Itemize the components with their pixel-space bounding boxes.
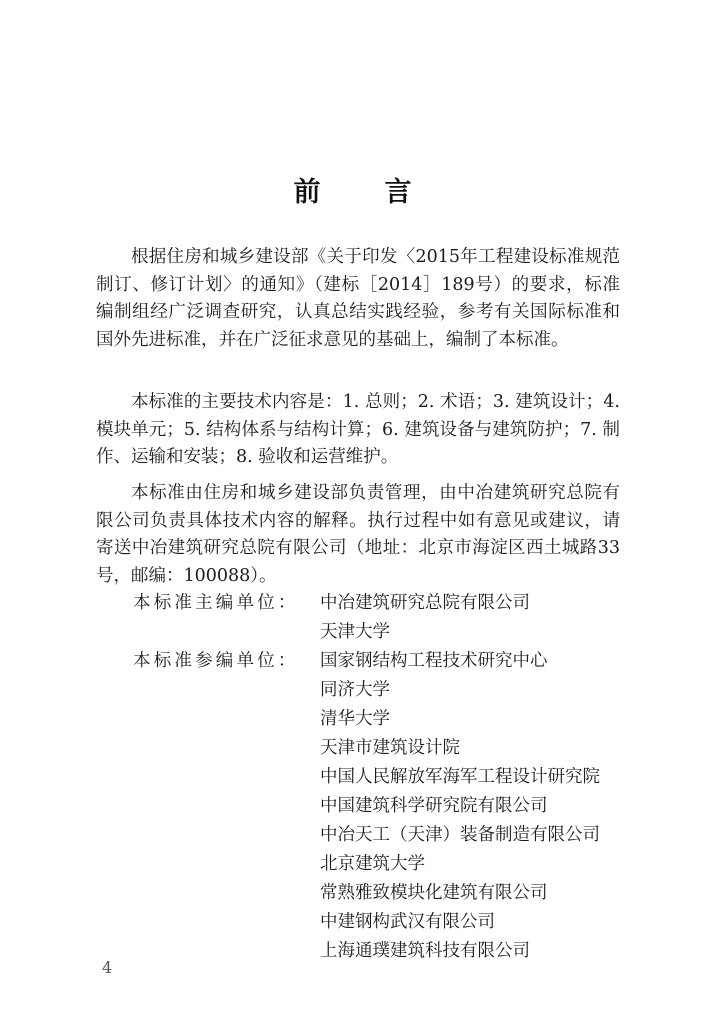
participating-unit: 上海通璞建筑科技有限公司: [320, 941, 530, 961]
chief-unit-row: [96, 616, 656, 645]
chief-unit: 中冶建筑研究总院有限公司: [320, 593, 530, 613]
chief-unit-row: [96, 587, 656, 616]
participating-unit-row: [96, 761, 656, 790]
participating-unit: 常熟雅致模块化建筑有限公司: [320, 883, 548, 903]
participating-unit-row: [96, 645, 656, 674]
participating-editor-label: 本标准参编单位：: [133, 651, 299, 671]
participating-unit: 同济大学: [320, 680, 390, 700]
participating-unit: 中冶天工（天津）装备制造有限公司: [320, 825, 600, 845]
participating-unit: 中国人民解放军海军工程设计研究院: [320, 767, 600, 787]
participating-unit-row: [96, 819, 656, 848]
participating-unit: 天津市建筑设计院: [320, 738, 460, 758]
participating-unit-row: [96, 906, 656, 935]
editor-units: [96, 587, 656, 964]
participating-unit: 中建钢构武汉有限公司: [320, 912, 495, 932]
participating-unit: 清华大学: [320, 709, 390, 729]
paragraph-management: 本标准由住房和城乡建设部负责管理，由中冶建筑研究总院有限公司负责具体技术内容的解释。执行过程中如有意见或建议，请寄送中冶建筑研究总院有限公司（地址：北京市海淀区西土城路33号，邮编：100088）。: [96, 483, 620, 586]
paragraph-contents: 本标准的主要技术内容是：1. 总则；2. 术语；3. 建筑设计；4. 模块单元；5. 结构体系与结构计算；6. 建筑设备与建筑防护；7. 制作、运输和安装；8. 验收和运营维护。: [96, 392, 620, 467]
chief-unit: 天津大学: [320, 622, 390, 642]
page-title: [0, 170, 707, 209]
title-char-1: 前: [293, 177, 323, 208]
title-char-2: 言: [384, 177, 414, 208]
participating-unit-row: [96, 674, 656, 703]
participating-unit-row: [96, 877, 656, 906]
participating-unit: 国家钢结构工程技术研究中心: [320, 651, 548, 671]
participating-unit: 中国建筑科学研究院有限公司: [320, 796, 548, 816]
participating-unit-row: [96, 732, 656, 761]
participating-unit-row: [96, 848, 656, 877]
participating-unit-row: [96, 790, 656, 819]
paragraph-2-container: [96, 389, 620, 472]
page-number: 4: [102, 958, 113, 977]
paragraph-1-container: [96, 244, 620, 354]
participating-unit-row: [96, 935, 656, 964]
paragraph-3-container: [96, 480, 620, 590]
paragraph-basis: 根据住房和城乡建设部《关于印发〈2015年工程建设标准规范制订、修订计划〉的通知》（建标［2014］189号）的要求，标准编制组经广泛调查研究，认真总结实践经验，参考有关国际标准和国外先进标准，并在广泛征求意见的基础上，编制了本标准。: [96, 247, 620, 350]
participating-unit-row: [96, 703, 656, 732]
participating-unit: 北京建筑大学: [320, 854, 425, 874]
chief-editor-label: 本标准主编单位：: [133, 593, 299, 613]
